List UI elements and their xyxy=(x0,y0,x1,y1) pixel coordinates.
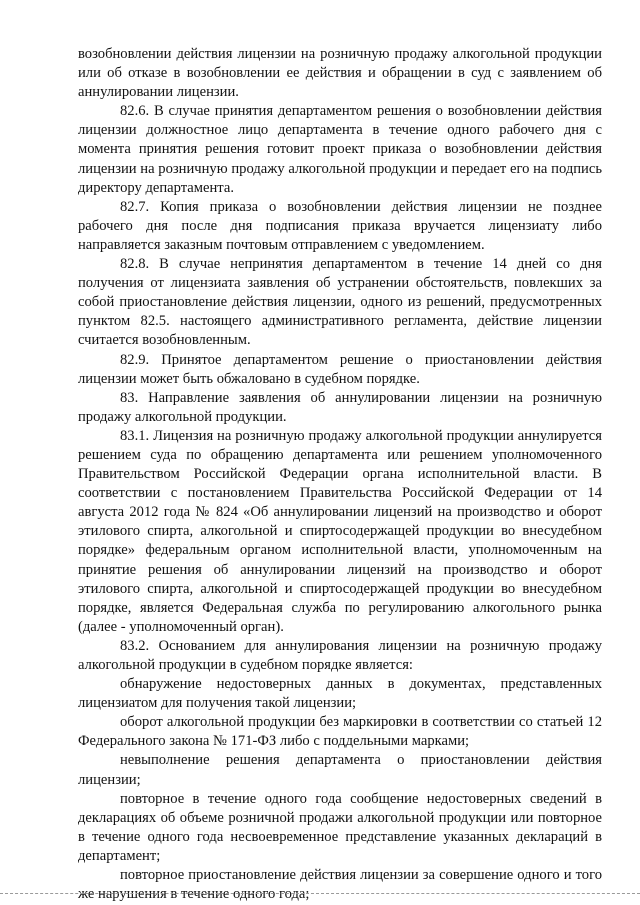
document-page xyxy=(78,45,602,904)
paragraph-82-9: 82.9. Принятое департаментом решение о приостановлении действия лицензии может быть обжаловано в судебном порядке. xyxy=(78,351,602,387)
paragraph-82-7: 82.7. Копия приказа о возобновлении действия лицензии не позднее рабочего дня после дня подписания приказа вручается лицензиату либо направляется заказным почтовым отправлением с уведомлением. xyxy=(78,198,602,253)
paragraph-83-1: 83.1. Лицензия на розничную продажу алкогольной продукции аннулируется решением суда по обращению департамента или решением уполномоченного Правительством Российской Федерации органа исполнительной власти. В соответствии с постановлением Правительства Российской Федерации от 14 августа 2012 года № 824 «Об аннулировании лицензий на производство и оборот этилового спирта, алкогольной и спиртосодержащей продукции во внесудебном порядке» федеральным органом исполнительной власти, уполномоченным на принятие решения об аннулировании лицензий на производство и оборот этилового спирта, алкогольной и спиртосодержащей продукции во внесудебном порядке, является Федеральная служба по регулированию алкогольного рынка (далее - уполномоченный орган). xyxy=(78,427,602,635)
paragraph-82-6: 82.6. В случае принятия департаментом решения о возобновлении действия лицензии должностное лицо департамента в течение одного рабочего дня с момента принятия решения готовит проект приказа о возобновлении действия лицензии на розничную продажу алкогольной продукции и передает его на подпись директору департамента. xyxy=(78,103,602,196)
scan-edge-line xyxy=(0,893,640,894)
paragraph-continuation: возобновлении действия лицензии на розничную продажу алкогольной продукции или об отказе в возобновлении ее действия и обращении в суд с заявлением об аннулировании лицензии. xyxy=(78,46,602,101)
list-item-false-data: обнаружение недостоверных данных в документах, представленных лицензиатом для получения такой лицензии; xyxy=(78,676,602,712)
paragraph-83: 83. Направление заявления об аннулировании лицензии на розничную продажу алкогольной продукции. xyxy=(78,389,602,425)
list-item-non-compliance: невыполнение решения департамента о приостановлении действия лицензии; xyxy=(78,752,602,788)
list-item-repeated-false-declarations: повторное в течение одного года сообщение недостоверных сведений в декларациях об объеме розничной продажи алкогольной продукции или повторное в течение одного года несвоевременное представление указанных деклараций в департамент; xyxy=(78,790,602,864)
list-item-repeated-suspension: повторное приостановление действия лицензии за совершение одного и того же нарушения в течение одного года; xyxy=(78,867,602,903)
list-item-no-marking: оборот алкогольной продукции без маркировки в соответствии со статьей 12 Федерального закона № 171-ФЗ либо с поддельными марками; xyxy=(78,714,602,750)
paragraph-82-8: 82.8. В случае непринятия департаментом в течение 14 дней со дня получения от лицензиата заявления об устранении обстоятельств, повлекших за собой приостановление действия лицензии, одного из решений, предусмотренных пунктом 82.5. настоящего административного регламента, действие лицензии считается возобновленным. xyxy=(78,256,602,349)
paragraph-83-2: 83.2. Основанием для аннулирования лицензии на розничную продажу алкогольной продукции в судебном порядке является: xyxy=(78,637,602,673)
